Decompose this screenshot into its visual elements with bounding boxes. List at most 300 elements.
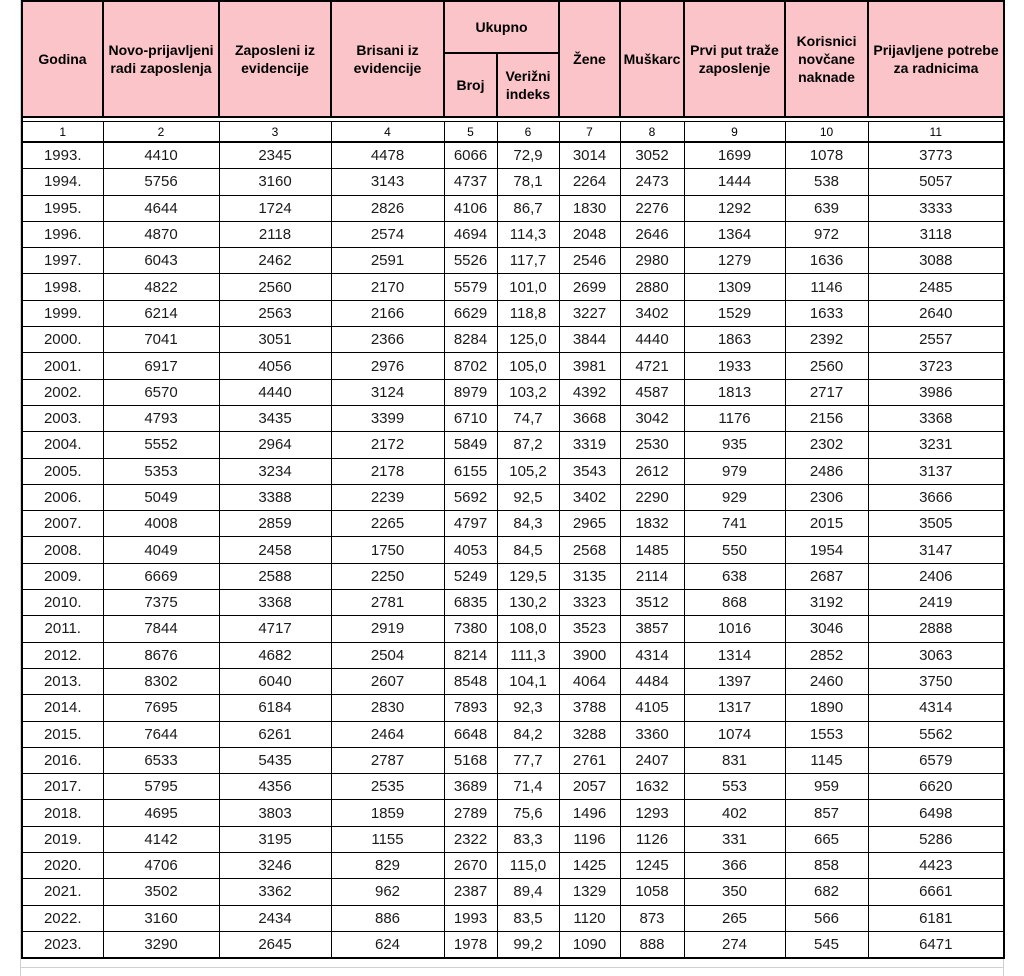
- cell-verizni-indeks: 89,4: [497, 879, 559, 905]
- cell-brisani: 2172: [331, 432, 444, 458]
- cell-korisnici: 972: [785, 221, 868, 247]
- cell-verizni-indeks: 105,0: [497, 353, 559, 379]
- cell-muskarci: 4105: [620, 695, 684, 721]
- cell-novoprijavljeni: 3290: [103, 931, 219, 958]
- cell-korisnici: 639: [785, 195, 868, 221]
- cell-broj: 1978: [444, 931, 497, 958]
- column-number: 10: [785, 122, 868, 143]
- cell-godina: 2008.: [22, 537, 103, 563]
- cell-korisnici: 2156: [785, 405, 868, 431]
- cell-prijavljene: 2485: [868, 274, 1004, 300]
- cell-korisnici: 2717: [785, 379, 868, 405]
- cell-broj: 3689: [444, 774, 497, 800]
- cell-brisani: 2574: [331, 221, 444, 247]
- cell-korisnici: 1078: [785, 142, 868, 169]
- cell-verizni-indeks: 117,7: [497, 248, 559, 274]
- cell-verizni-indeks: 125,0: [497, 327, 559, 353]
- cell-korisnici: 1890: [785, 695, 868, 721]
- cell-muskarci: 4314: [620, 642, 684, 668]
- cell-verizni-indeks: 130,2: [497, 590, 559, 616]
- cell-brisani: 1859: [331, 800, 444, 826]
- cell-brisani: 2265: [331, 511, 444, 537]
- cell-verizni-indeks: 77,7: [497, 747, 559, 773]
- cell-brisani: 1750: [331, 537, 444, 563]
- cell-korisnici: 2486: [785, 458, 868, 484]
- column-number: 3: [219, 122, 331, 143]
- cell-godina: 2004.: [22, 432, 103, 458]
- cell-korisnici: 959: [785, 774, 868, 800]
- cell-zene: 2761: [559, 747, 620, 773]
- cell-broj: 8702: [444, 353, 497, 379]
- table-row: [22, 353, 1004, 379]
- cell-prijavljene: 3986: [868, 379, 1004, 405]
- cell-godina: 1995.: [22, 195, 103, 221]
- cell-brisani: 2919: [331, 616, 444, 642]
- cell-zaposleni: 3234: [219, 458, 331, 484]
- cell-prijavljene: 5562: [868, 721, 1004, 747]
- cell-novoprijavljeni: 4822: [103, 274, 219, 300]
- cell-zene: 4064: [559, 668, 620, 694]
- cell-brisani: 3124: [331, 379, 444, 405]
- cell-novoprijavljeni: 8676: [103, 642, 219, 668]
- cell-zaposleni: 2560: [219, 274, 331, 300]
- table-row: [22, 511, 1004, 537]
- cell-prvi-put: 1279: [684, 248, 785, 274]
- cell-zaposleni: 6040: [219, 668, 331, 694]
- cell-broj: 4797: [444, 511, 497, 537]
- table-row: [22, 432, 1004, 458]
- header-brisani: Brisani iz evidencije: [331, 1, 444, 117]
- cell-novoprijavljeni: 5353: [103, 458, 219, 484]
- table-row: [22, 142, 1004, 169]
- cell-zene: 3981: [559, 353, 620, 379]
- cell-godina: 2002.: [22, 379, 103, 405]
- cell-broj: 6155: [444, 458, 497, 484]
- cell-verizni-indeks: 129,5: [497, 563, 559, 589]
- cell-zene: 3523: [559, 616, 620, 642]
- cell-korisnici: 1146: [785, 274, 868, 300]
- cell-godina: 2018.: [22, 800, 103, 826]
- cell-zene: 1196: [559, 826, 620, 852]
- cell-prijavljene: 2640: [868, 300, 1004, 326]
- cell-godina: 2009.: [22, 563, 103, 589]
- cell-prijavljene: 3333: [868, 195, 1004, 221]
- cell-broj: 8214: [444, 642, 497, 668]
- cell-godina: 2017.: [22, 774, 103, 800]
- cell-muskarci: 3360: [620, 721, 684, 747]
- cell-broj: 1993: [444, 905, 497, 931]
- cell-godina: 2020.: [22, 853, 103, 879]
- cell-zaposleni: 3368: [219, 590, 331, 616]
- cell-prvi-put: 1529: [684, 300, 785, 326]
- cell-zene: 1496: [559, 800, 620, 826]
- cell-verizni-indeks: 115,0: [497, 853, 559, 879]
- cell-novoprijavljeni: 6669: [103, 563, 219, 589]
- header-godina: Godina: [22, 1, 103, 117]
- cell-prijavljene: 2888: [868, 616, 1004, 642]
- table-row: [22, 169, 1004, 195]
- cell-korisnici: 2306: [785, 484, 868, 510]
- cell-zaposleni: 2645: [219, 931, 331, 958]
- cell-prvi-put: 1397: [684, 668, 785, 694]
- cell-godina: 2006.: [22, 484, 103, 510]
- page-footer-line: [21, 967, 1003, 976]
- cell-novoprijavljeni: 4644: [103, 195, 219, 221]
- cell-zene: 2568: [559, 537, 620, 563]
- cell-prijavljene: 6661: [868, 879, 1004, 905]
- cell-prijavljene: 5286: [868, 826, 1004, 852]
- header-muskarci: Muškarc: [620, 1, 684, 117]
- cell-prvi-put: 868: [684, 590, 785, 616]
- cell-korisnici: 545: [785, 931, 868, 958]
- cell-zene: 1090: [559, 931, 620, 958]
- cell-zaposleni: 6184: [219, 695, 331, 721]
- cell-godina: 2001.: [22, 353, 103, 379]
- cell-muskarci: 2473: [620, 169, 684, 195]
- table-row: [22, 668, 1004, 694]
- cell-prvi-put: 1813: [684, 379, 785, 405]
- cell-verizni-indeks: 92,5: [497, 484, 559, 510]
- cell-muskarci: 2114: [620, 563, 684, 589]
- cell-zene: 3227: [559, 300, 620, 326]
- cell-prvi-put: 1292: [684, 195, 785, 221]
- cell-novoprijavljeni: 6043: [103, 248, 219, 274]
- cell-godina: 2019.: [22, 826, 103, 852]
- cell-prvi-put: 831: [684, 747, 785, 773]
- cell-prvi-put: 553: [684, 774, 785, 800]
- cell-novoprijavljeni: 4008: [103, 511, 219, 537]
- cell-prijavljene: 2557: [868, 327, 1004, 353]
- cell-zene: 3402: [559, 484, 620, 510]
- cell-muskarci: 1293: [620, 800, 684, 826]
- cell-prvi-put: 935: [684, 432, 785, 458]
- cell-prijavljene: 6579: [868, 747, 1004, 773]
- cell-muskarci: 3042: [620, 405, 684, 431]
- cell-broj: 4694: [444, 221, 497, 247]
- cell-novoprijavljeni: 4142: [103, 826, 219, 852]
- cell-brisani: 2535: [331, 774, 444, 800]
- cell-muskarci: 1632: [620, 774, 684, 800]
- cell-prijavljene: 6181: [868, 905, 1004, 931]
- cell-broj: 8979: [444, 379, 497, 405]
- cell-broj: 2670: [444, 853, 497, 879]
- cell-prijavljene: 3118: [868, 221, 1004, 247]
- cell-broj: 5168: [444, 747, 497, 773]
- cell-novoprijavljeni: 6570: [103, 379, 219, 405]
- table-row: [22, 800, 1004, 826]
- cell-prijavljene: 3723: [868, 353, 1004, 379]
- cell-zene: 3135: [559, 563, 620, 589]
- table-row: [22, 774, 1004, 800]
- cell-broj: 7380: [444, 616, 497, 642]
- table-row: [22, 826, 1004, 852]
- cell-muskarci: 3857: [620, 616, 684, 642]
- cell-korisnici: 2687: [785, 563, 868, 589]
- cell-muskarci: 2612: [620, 458, 684, 484]
- cell-prijavljene: 3137: [868, 458, 1004, 484]
- cell-godina: 1998.: [22, 274, 103, 300]
- cell-muskarci: 2407: [620, 747, 684, 773]
- cell-korisnici: 1636: [785, 248, 868, 274]
- cell-godina: 2005.: [22, 458, 103, 484]
- cell-prijavljene: 6471: [868, 931, 1004, 958]
- cell-korisnici: 3192: [785, 590, 868, 616]
- cell-muskarci: 4484: [620, 668, 684, 694]
- cell-broj: 5579: [444, 274, 497, 300]
- header-korisnici: Korisnici novčane naknade: [785, 1, 868, 117]
- cell-muskarci: 1058: [620, 879, 684, 905]
- table-body: [22, 142, 1004, 958]
- cell-zene: 2965: [559, 511, 620, 537]
- cell-muskarci: 873: [620, 905, 684, 931]
- cell-muskarci: 3052: [620, 142, 684, 169]
- cell-verizni-indeks: 84,5: [497, 537, 559, 563]
- cell-broj: 6066: [444, 142, 497, 169]
- header-zaposleni: Zaposleni iz evidencije: [219, 1, 331, 117]
- cell-prijavljene: 3368: [868, 405, 1004, 431]
- cell-brisani: 2250: [331, 563, 444, 589]
- cell-zaposleni: 4717: [219, 616, 331, 642]
- cell-muskarci: 1245: [620, 853, 684, 879]
- unemployment-table: [21, 0, 1005, 959]
- cell-prvi-put: 366: [684, 853, 785, 879]
- cell-verizni-indeks: 114,3: [497, 221, 559, 247]
- cell-zene: 3844: [559, 327, 620, 353]
- cell-brisani: 2239: [331, 484, 444, 510]
- cell-brisani: 4478: [331, 142, 444, 169]
- column-number: 4: [331, 122, 444, 143]
- cell-prijavljene: 3750: [868, 668, 1004, 694]
- cell-godina: 2013.: [22, 668, 103, 694]
- cell-prijavljene: 6498: [868, 800, 1004, 826]
- cell-verizni-indeks: 92,3: [497, 695, 559, 721]
- cell-muskarci: 2276: [620, 195, 684, 221]
- cell-verizni-indeks: 83,5: [497, 905, 559, 931]
- cell-prvi-put: 550: [684, 537, 785, 563]
- table-header: [22, 1, 1004, 142]
- cell-novoprijavljeni: 4870: [103, 221, 219, 247]
- cell-verizni-indeks: 71,4: [497, 774, 559, 800]
- cell-godina: 2023.: [22, 931, 103, 958]
- cell-zaposleni: 2118: [219, 221, 331, 247]
- cell-prijavljene: 4423: [868, 853, 1004, 879]
- cell-zene: 2057: [559, 774, 620, 800]
- cell-korisnici: 2560: [785, 353, 868, 379]
- table-row: [22, 300, 1004, 326]
- cell-prvi-put: 1863: [684, 327, 785, 353]
- cell-korisnici: 2460: [785, 668, 868, 694]
- cell-zene: 1329: [559, 879, 620, 905]
- cell-korisnici: 1553: [785, 721, 868, 747]
- cell-zaposleni: 4356: [219, 774, 331, 800]
- cell-zaposleni: 6261: [219, 721, 331, 747]
- cell-brisani: 2826: [331, 195, 444, 221]
- cell-verizni-indeks: 78,1: [497, 169, 559, 195]
- table-row: [22, 695, 1004, 721]
- cell-prijavljene: 3231: [868, 432, 1004, 458]
- cell-zene: 3543: [559, 458, 620, 484]
- cell-prvi-put: 1444: [684, 169, 785, 195]
- cell-zaposleni: 1724: [219, 195, 331, 221]
- cell-prvi-put: 741: [684, 511, 785, 537]
- cell-prijavljene: 4314: [868, 695, 1004, 721]
- header-zene: Žene: [559, 1, 620, 117]
- cell-zaposleni: 2345: [219, 142, 331, 169]
- cell-novoprijavljeni: 5552: [103, 432, 219, 458]
- cell-godina: 2000.: [22, 327, 103, 353]
- cell-brisani: 2464: [331, 721, 444, 747]
- cell-zaposleni: 3246: [219, 853, 331, 879]
- cell-broj: 4737: [444, 169, 497, 195]
- cell-korisnici: 2852: [785, 642, 868, 668]
- cell-broj: 2322: [444, 826, 497, 852]
- cell-brisani: 2166: [331, 300, 444, 326]
- cell-muskarci: 1832: [620, 511, 684, 537]
- cell-broj: 4106: [444, 195, 497, 221]
- cell-godina: 1993.: [22, 142, 103, 169]
- cell-prvi-put: 1317: [684, 695, 785, 721]
- cell-verizni-indeks: 108,0: [497, 616, 559, 642]
- cell-brisani: 3399: [331, 405, 444, 431]
- table-row: [22, 537, 1004, 563]
- cell-zaposleni: 3160: [219, 169, 331, 195]
- cell-godina: 2012.: [22, 642, 103, 668]
- cell-korisnici: 682: [785, 879, 868, 905]
- cell-prvi-put: 265: [684, 905, 785, 931]
- cell-korisnici: 538: [785, 169, 868, 195]
- cell-broj: 5249: [444, 563, 497, 589]
- cell-novoprijavljeni: 6917: [103, 353, 219, 379]
- cell-broj: 4053: [444, 537, 497, 563]
- cell-prvi-put: 1016: [684, 616, 785, 642]
- cell-zene: 1120: [559, 905, 620, 931]
- cell-korisnici: 566: [785, 905, 868, 931]
- header-verizni: Verižni indeks: [497, 53, 559, 117]
- cell-korisnici: 3046: [785, 616, 868, 642]
- table-row: [22, 221, 1004, 247]
- cell-novoprijavljeni: 4410: [103, 142, 219, 169]
- table-row: [22, 642, 1004, 668]
- cell-zaposleni: 2563: [219, 300, 331, 326]
- cell-verizni-indeks: 75,6: [497, 800, 559, 826]
- cell-zene: 2264: [559, 169, 620, 195]
- cell-brisani: 1155: [331, 826, 444, 852]
- cell-godina: 1999.: [22, 300, 103, 326]
- cell-brisani: 2504: [331, 642, 444, 668]
- column-number: 7: [559, 122, 620, 143]
- header-prvi-put: Prvi put traže zaposlenje: [684, 1, 785, 117]
- cell-novoprijavljeni: 4049: [103, 537, 219, 563]
- cell-broj: 2789: [444, 800, 497, 826]
- cell-zene: 3668: [559, 405, 620, 431]
- cell-muskarci: 1485: [620, 537, 684, 563]
- cell-novoprijavljeni: 4793: [103, 405, 219, 431]
- cell-verizni-indeks: 84,3: [497, 511, 559, 537]
- cell-prijavljene: 5057: [868, 169, 1004, 195]
- table-row: [22, 248, 1004, 274]
- cell-godina: 1994.: [22, 169, 103, 195]
- table-row: [22, 853, 1004, 879]
- cell-muskarci: 4587: [620, 379, 684, 405]
- cell-verizni-indeks: 103,2: [497, 379, 559, 405]
- cell-zaposleni: 4440: [219, 379, 331, 405]
- cell-korisnici: 1633: [785, 300, 868, 326]
- table-row: [22, 458, 1004, 484]
- cell-brisani: 2976: [331, 353, 444, 379]
- cell-brisani: 886: [331, 905, 444, 931]
- cell-broj: 7893: [444, 695, 497, 721]
- cell-brisani: 829: [331, 853, 444, 879]
- cell-novoprijavljeni: 8302: [103, 668, 219, 694]
- cell-muskarci: 2290: [620, 484, 684, 510]
- cell-korisnici: 858: [785, 853, 868, 879]
- cell-zaposleni: 2964: [219, 432, 331, 458]
- cell-prijavljene: 3147: [868, 537, 1004, 563]
- cell-godina: 2011.: [22, 616, 103, 642]
- cell-godina: 2003.: [22, 405, 103, 431]
- cell-novoprijavljeni: 6214: [103, 300, 219, 326]
- cell-prvi-put: 1364: [684, 221, 785, 247]
- cell-verizni-indeks: 72,9: [497, 142, 559, 169]
- cell-muskarci: 3512: [620, 590, 684, 616]
- cell-zaposleni: 4682: [219, 642, 331, 668]
- cell-verizni-indeks: 74,7: [497, 405, 559, 431]
- cell-novoprijavljeni: 3160: [103, 905, 219, 931]
- cell-godina: 2022.: [22, 905, 103, 931]
- cell-godina: 2014.: [22, 695, 103, 721]
- cell-godina: 2010.: [22, 590, 103, 616]
- cell-zene: 1425: [559, 853, 620, 879]
- cell-novoprijavljeni: 7375: [103, 590, 219, 616]
- cell-verizni-indeks: 87,2: [497, 432, 559, 458]
- cell-prvi-put: 331: [684, 826, 785, 852]
- cell-prvi-put: 1314: [684, 642, 785, 668]
- table-row: [22, 616, 1004, 642]
- cell-prvi-put: 1309: [684, 274, 785, 300]
- cell-zaposleni: 2458: [219, 537, 331, 563]
- cell-verizni-indeks: 101,0: [497, 274, 559, 300]
- table-row: [22, 379, 1004, 405]
- cell-zene: 2546: [559, 248, 620, 274]
- cell-godina: 2021.: [22, 879, 103, 905]
- column-number: 8: [620, 122, 684, 143]
- cell-korisnici: 857: [785, 800, 868, 826]
- table-row: [22, 931, 1004, 958]
- cell-zaposleni: 2434: [219, 905, 331, 931]
- cell-zaposleni: 3195: [219, 826, 331, 852]
- cell-novoprijavljeni: 5795: [103, 774, 219, 800]
- cell-novoprijavljeni: 4695: [103, 800, 219, 826]
- cell-novoprijavljeni: 6533: [103, 747, 219, 773]
- cell-brisani: 2591: [331, 248, 444, 274]
- column-number: 9: [684, 122, 785, 143]
- cell-godina: 2015.: [22, 721, 103, 747]
- cell-broj: 5849: [444, 432, 497, 458]
- header-novoprijavljeni: Novo-prijavljeni radi zaposlenja: [103, 1, 219, 117]
- cell-korisnici: 2015: [785, 511, 868, 537]
- cell-prvi-put: 1176: [684, 405, 785, 431]
- cell-verizni-indeks: 111,3: [497, 642, 559, 668]
- cell-zene: 3788: [559, 695, 620, 721]
- header-prijavljene: Prijavljene potrebe za radnicima: [868, 1, 1004, 117]
- cell-muskarci: 2530: [620, 432, 684, 458]
- column-number: 6: [497, 122, 559, 143]
- column-number-row: [22, 122, 1004, 143]
- cell-novoprijavljeni: 7644: [103, 721, 219, 747]
- cell-prvi-put: 1933: [684, 353, 785, 379]
- cell-novoprijavljeni: 7041: [103, 327, 219, 353]
- cell-godina: 2016.: [22, 747, 103, 773]
